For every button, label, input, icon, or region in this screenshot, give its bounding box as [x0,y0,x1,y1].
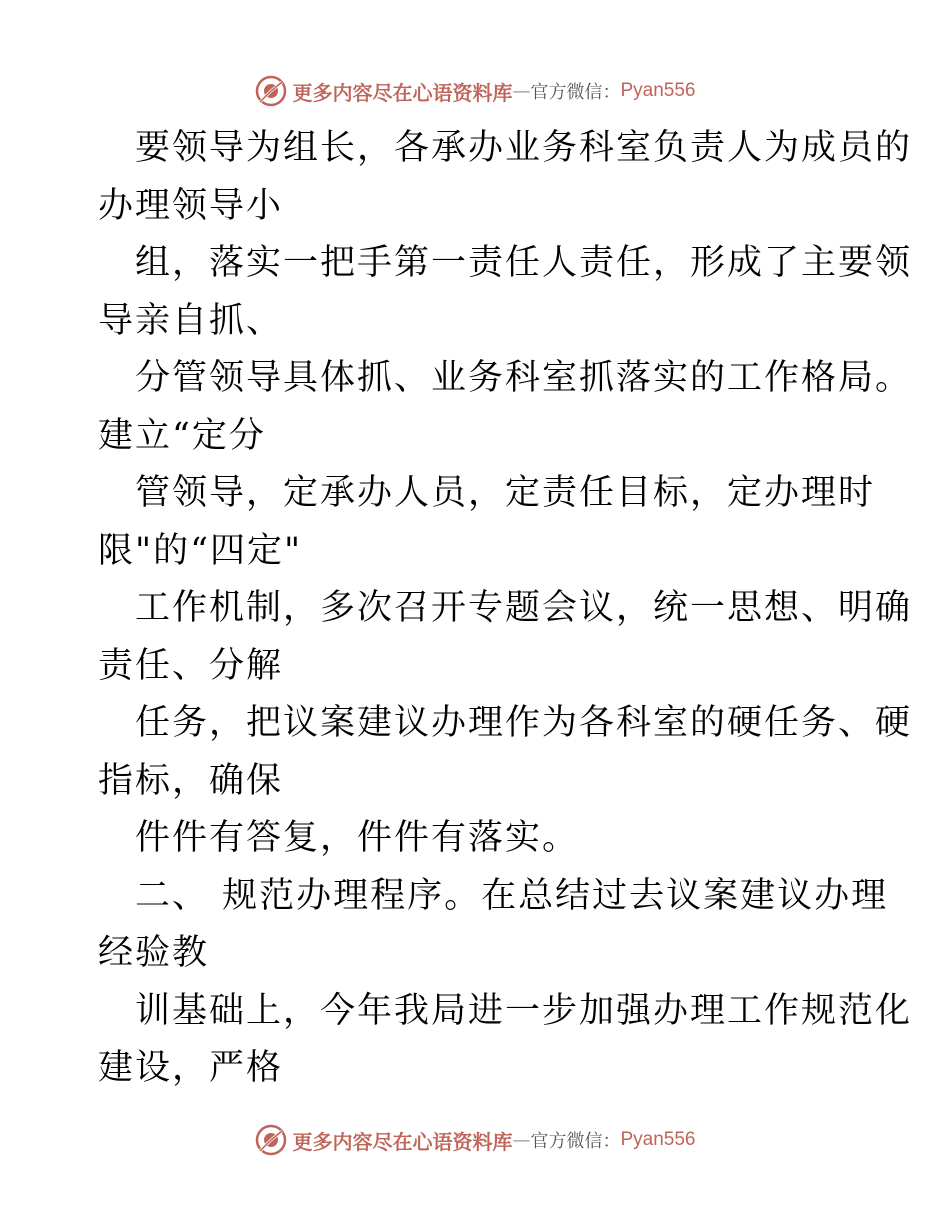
logo-icon [254,74,288,108]
text-line: 责任、分解 [98,646,284,686]
text-line: 要领导为组长，各承办业务科室负责人为成员的 [135,128,913,168]
text-line: 分管领导具体抓、业务科室抓落实的工作格局。 [135,358,913,398]
text-line: 件件有答复，件件有落实。 [135,818,580,858]
text-line: 限"的“四定" [98,531,303,571]
text-line: 训基础上，今年我局进一步加强办理工作规范化 [135,991,913,1031]
text-line: 办理领导小 [98,186,284,226]
text-line: 建设，严格 [98,1048,284,1088]
text-line: 组，落实一把手第一责任人责任，形成了主要领 [135,243,913,283]
text-line: 管领导，定承办人员，定责任目标，定办理时 [135,473,876,513]
banner-wechat-id: Pyan556 [620,80,696,101]
text-line: 二、 规范办理程序。在总结过去议案建议办理 [135,876,889,916]
banner-text: 更多内容尽在心语资料库 [292,80,513,105]
text-line: 建立“定分 [98,416,266,456]
banner-label: 官方微信： [530,82,621,103]
text-line: 指标，确保 [98,761,284,801]
banner-label: 官方微信： [530,1131,621,1152]
banner-dash: — [512,80,531,102]
footer-watermark [0,1120,950,1160]
text-line: 工作机制，多次召开专题会议，统一思想、明确 [135,588,913,628]
text-line: 经验教 [98,933,210,973]
text-line: 导亲自抓、 [98,301,284,341]
banner-text: 更多内容尽在心语资料库 [292,1129,513,1154]
banner-dash: — [512,1129,531,1151]
banner-wechat-id: Pyan556 [620,1129,696,1150]
text-line: 任务，把议案建议办理作为各科室的硬任务、硬 [135,703,913,743]
header-watermark [0,71,950,111]
logo-icon [254,1123,288,1157]
